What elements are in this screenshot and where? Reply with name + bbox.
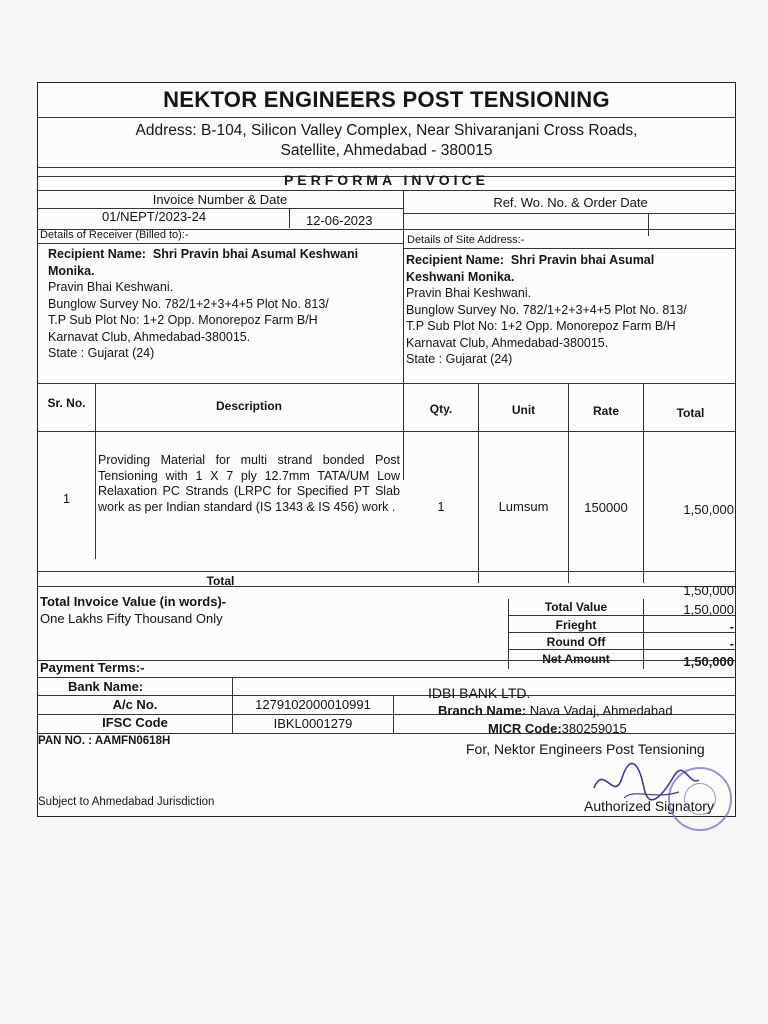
invoice-number: 01/NEPT/2023-24 — [102, 209, 207, 224]
handwritten-signature — [584, 758, 704, 808]
row-qty: 1 — [437, 499, 445, 514]
micr — [488, 721, 627, 736]
summary-label: Net Amount — [542, 652, 610, 666]
company-name: NEKTOR ENGINEERS POST TENSIONING — [163, 87, 610, 112]
branch-name: Nava Vadaj, Ahmedabad — [529, 703, 673, 718]
summary-value: 1,50,000 — [683, 654, 734, 669]
site-line: Karnavat Club, Ahmedabad-380015. — [406, 335, 609, 350]
words-value: One Lakhs Fifty Thousand Only — [40, 611, 223, 626]
company-address — [38, 121, 735, 161]
jurisdiction-note: Subject to Ahmedabad Jurisdiction — [38, 796, 215, 808]
for-company: For, Nektor Engineers Post Tensioning — [466, 741, 705, 757]
row-description: Providing Material for multi strand bonded Post Tensioning with 1 X 7 ply 12.7mm TATA/UM Low Relaxation PC Strands (LRPC for Specified PT Slab work as per Indian standard (IS 1343 & IS 456) work . — [98, 453, 400, 514]
summary-value: - — [729, 636, 734, 651]
site-line: T.P Sub Plot No: 1+2 Opp. Monorepoz Farm B/H — [406, 319, 676, 333]
site-recipient-label: Recipient Name: — [406, 253, 504, 267]
site-line: Pravin Bhai Keshwani. — [406, 286, 532, 300]
ifsc-label: IFSC Code — [102, 715, 168, 730]
authorized-signatory: Authorized Signatory — [584, 798, 714, 814]
receiver-line: Bunglow Survey No. 782/1+2+3+4+5 Plot No. 813/ — [48, 296, 329, 311]
micr-code: 380259015 — [561, 721, 627, 736]
col-header-total: Total — [676, 406, 705, 420]
summary-value: - — [729, 619, 734, 634]
total-label: Total — [206, 574, 235, 588]
receiver-line: Pravin Bhai Keshwani. — [48, 280, 174, 294]
receiver-block — [48, 246, 400, 362]
summary-value: 1,50,000 — [683, 602, 734, 617]
summary-label: Frieght — [555, 618, 597, 632]
payment-terms-label: Payment Terms:- — [40, 660, 145, 675]
row-total: 1,50,000 — [683, 502, 734, 517]
row-rate: 150000 — [584, 500, 628, 515]
document-title: PERFORMA INVOICE — [283, 172, 490, 188]
words-label: Total Invoice Value (in words)- — [40, 594, 227, 609]
site-recipient-name: Shri Pravin bhai Asumal — [510, 253, 655, 267]
receiver-line: Karnavat Club, Ahmedabad-380015. — [48, 329, 251, 344]
summary-label: Total Value — [544, 600, 608, 614]
invoice-number-date-label: Invoice Number & Date — [152, 192, 288, 207]
total-value: 1,50,000 — [683, 583, 734, 598]
address-line-2: Satellite, Ahmedabad - 380015 — [280, 142, 493, 159]
ac-label: A/c No. — [112, 697, 158, 712]
bank-name: IDBI BANK LTD. — [428, 685, 531, 701]
invoice-document — [37, 82, 736, 817]
site-block — [406, 252, 736, 368]
ac-number: 1279102000010991 — [255, 697, 371, 712]
ref-order-label: Ref. Wo. No. & Order Date — [493, 195, 648, 210]
address-line-1: Address: B-104, Silicon Valley Complex, Near Shivaranjani Cross Roads, — [135, 122, 638, 139]
branch — [438, 703, 673, 718]
col-header-qty: Qty. — [429, 402, 453, 416]
col-header-sr: Sr. No. — [47, 396, 86, 410]
site-recipient-name-2: Keshwani Monika. — [406, 269, 515, 284]
receiver-recipient-name: Shri Pravin bhai Asumal Keshwani — [152, 247, 359, 261]
site-line: Bunglow Survey No. 782/1+2+3+4+5 Plot No. 813/ — [406, 302, 687, 317]
site-line: State : Gujarat (24) — [406, 352, 513, 366]
receiver-line: T.P Sub Plot No: 1+2 Opp. Monorepoz Farm B/H — [48, 313, 318, 327]
summary-label: Round Off — [546, 635, 606, 649]
receiver-label: Details of Receiver (Billed to):- — [40, 229, 189, 241]
col-header-rate: Rate — [592, 404, 619, 418]
col-header-description: Description — [215, 399, 282, 413]
pan-number: PAN NO. : AAMFN0618H — [38, 735, 171, 747]
receiver-recipient-name-2: Monika. — [48, 263, 95, 278]
col-header-unit: Unit — [511, 403, 536, 417]
ifsc-code: IBKL0001279 — [273, 716, 353, 731]
row-sr: 1 — [62, 491, 71, 506]
bank-name-label: Bank Name: — [68, 679, 144, 694]
row-unit: Lumsum — [498, 499, 549, 514]
site-label: Details of Site Address:- — [407, 234, 525, 246]
receiver-line: State : Gujarat (24) — [48, 346, 155, 360]
receiver-recipient-label: Recipient Name: — [48, 247, 146, 261]
invoice-date: 12-06-2023 — [306, 213, 373, 228]
micr-label: MICR Code: — [488, 721, 562, 736]
branch-label: Branch Name: — [438, 703, 527, 718]
